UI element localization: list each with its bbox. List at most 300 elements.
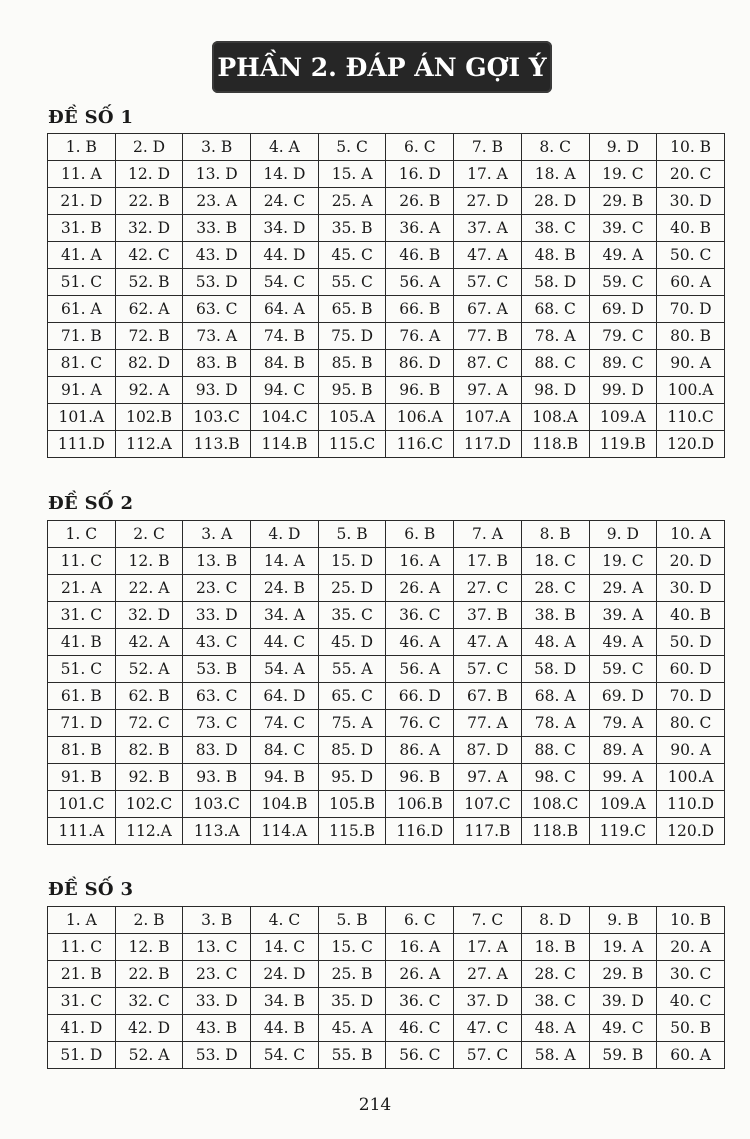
answer-cell: 86. A xyxy=(386,737,454,764)
answer-cell: 60. D xyxy=(657,656,725,683)
answer-cell: 95. B xyxy=(318,377,386,404)
answer-cell: 16. A xyxy=(386,934,454,961)
answer-cell: 14. D xyxy=(251,161,319,188)
answer-cell: 56. A xyxy=(386,269,454,296)
answer-cell: 109.A xyxy=(589,404,657,431)
answer-cell: 40. C xyxy=(657,988,725,1015)
answer-cell: 47. A xyxy=(454,242,522,269)
answer-cell: 23. C xyxy=(183,961,251,988)
answer-cell: 44. D xyxy=(251,242,319,269)
answer-cell: 61. A xyxy=(48,296,116,323)
answer-cell: 9. D xyxy=(589,521,657,548)
answer-cell: 29. B xyxy=(589,188,657,215)
answer-table-de-so-3 xyxy=(47,906,725,1069)
answer-cell: 20. A xyxy=(657,934,725,961)
answer-cell: 97. A xyxy=(454,377,522,404)
answer-cell: 35. B xyxy=(318,215,386,242)
table-row xyxy=(48,575,725,602)
answer-cell: 78. A xyxy=(521,323,589,350)
answer-cell: 36. C xyxy=(386,988,454,1015)
answer-cell: 92. A xyxy=(115,377,183,404)
answer-cell: 115.C xyxy=(318,431,386,458)
answer-cell: 74. B xyxy=(251,323,319,350)
answer-cell: 91. A xyxy=(48,377,116,404)
answer-cell: 112.A xyxy=(115,431,183,458)
answer-cell: 33. D xyxy=(183,988,251,1015)
answer-cell: 72. C xyxy=(115,710,183,737)
answer-cell: 30. D xyxy=(657,188,725,215)
table-row xyxy=(48,521,725,548)
answer-cell: 45. C xyxy=(318,242,386,269)
answer-cell: 37. D xyxy=(454,988,522,1015)
answer-cell: 19. A xyxy=(589,934,657,961)
answer-cell: 7. B xyxy=(454,134,522,161)
answer-cell: 119.C xyxy=(589,818,657,845)
answer-cell: 53. D xyxy=(183,1042,251,1069)
answer-cell: 45. A xyxy=(318,1015,386,1042)
answer-cell: 18. A xyxy=(521,161,589,188)
table-row xyxy=(48,323,725,350)
answer-cell: 10. B xyxy=(657,907,725,934)
answer-cell: 109.A xyxy=(589,791,657,818)
answer-cell: 50. C xyxy=(657,242,725,269)
answer-cell: 5. C xyxy=(318,134,386,161)
answer-cell: 46. C xyxy=(386,1015,454,1042)
answer-cell: 88. C xyxy=(521,737,589,764)
answer-cell: 104.C xyxy=(251,404,319,431)
answer-cell: 44. B xyxy=(251,1015,319,1042)
answer-cell: 57. C xyxy=(454,269,522,296)
answer-cell: 42. C xyxy=(115,242,183,269)
answer-cell: 35. C xyxy=(318,602,386,629)
answer-cell: 41. A xyxy=(48,242,116,269)
table-row xyxy=(48,764,725,791)
answer-cell: 85. D xyxy=(318,737,386,764)
answer-cell: 31. C xyxy=(48,602,116,629)
answer-cell: 57. C xyxy=(454,1042,522,1069)
answer-cell: 25. B xyxy=(318,961,386,988)
answer-cell: 77. B xyxy=(454,323,522,350)
answer-cell: 103.C xyxy=(183,791,251,818)
answer-cell: 38. B xyxy=(521,602,589,629)
answer-cell: 56. C xyxy=(386,1042,454,1069)
answer-cell: 42. A xyxy=(115,629,183,656)
answer-cell: 8. C xyxy=(521,134,589,161)
answer-cell: 118.B xyxy=(521,431,589,458)
answer-cell: 28. D xyxy=(521,188,589,215)
table-row xyxy=(48,269,725,296)
answer-cell: 87. D xyxy=(454,737,522,764)
answer-cell: 78. A xyxy=(521,710,589,737)
answer-cell: 70. D xyxy=(657,296,725,323)
answer-cell: 46. B xyxy=(386,242,454,269)
table-row xyxy=(48,907,725,934)
answer-cell: 23. A xyxy=(183,188,251,215)
answer-cell: 28. C xyxy=(521,575,589,602)
answer-cell: 19. C xyxy=(589,548,657,575)
answer-cell: 22. A xyxy=(115,575,183,602)
answer-cell: 36. A xyxy=(386,215,454,242)
answer-cell: 47. C xyxy=(454,1015,522,1042)
answer-cell: 77. A xyxy=(454,710,522,737)
answer-cell: 49. A xyxy=(589,629,657,656)
answer-cell: 5. B xyxy=(318,907,386,934)
page-title: PHẦN 2. ĐÁP ÁN GỢI Ý xyxy=(212,41,552,93)
answer-cell: 9. B xyxy=(589,907,657,934)
answer-cell: 57. C xyxy=(454,656,522,683)
answer-cell: 94. C xyxy=(251,377,319,404)
answer-cell: 52. A xyxy=(115,656,183,683)
answer-cell: 97. A xyxy=(454,764,522,791)
answer-cell: 2. B xyxy=(115,907,183,934)
answer-cell: 1. A xyxy=(48,907,116,934)
table-row xyxy=(48,1042,725,1069)
answer-cell: 5. B xyxy=(318,521,386,548)
table-row xyxy=(48,988,725,1015)
answer-cell: 93. B xyxy=(183,764,251,791)
answer-cell: 42. D xyxy=(115,1015,183,1042)
answer-cell: 15. D xyxy=(318,548,386,575)
answer-cell: 81. C xyxy=(48,350,116,377)
table-row xyxy=(48,350,725,377)
answer-cell: 9. D xyxy=(589,134,657,161)
answer-cell: 25. D xyxy=(318,575,386,602)
answer-cell: 80. B xyxy=(657,323,725,350)
answer-cell: 47. A xyxy=(454,629,522,656)
answer-cell: 13. C xyxy=(183,934,251,961)
answer-cell: 106.B xyxy=(386,791,454,818)
answer-cell: 29. A xyxy=(589,575,657,602)
answer-cell: 59. B xyxy=(589,1042,657,1069)
answer-cell: 73. C xyxy=(183,710,251,737)
answer-cell: 55. B xyxy=(318,1042,386,1069)
answer-cell: 48. B xyxy=(521,242,589,269)
answer-cell: 54. C xyxy=(251,269,319,296)
table-row xyxy=(48,602,725,629)
answer-cell: 15. A xyxy=(318,161,386,188)
answer-cell: 89. A xyxy=(589,737,657,764)
answer-cell: 37. B xyxy=(454,602,522,629)
answer-cell: 75. D xyxy=(318,323,386,350)
section-title-de-so-3: ĐỀ SỐ 3 xyxy=(48,879,134,900)
answer-cell: 27. C xyxy=(454,575,522,602)
answer-cell: 72. B xyxy=(115,323,183,350)
table-row xyxy=(48,818,725,845)
table-row xyxy=(48,710,725,737)
answer-cell: 111.D xyxy=(48,431,116,458)
answer-cell: 76. C xyxy=(386,710,454,737)
answer-cell: 29. B xyxy=(589,961,657,988)
answer-cell: 110.D xyxy=(657,791,725,818)
answer-cell: 52. B xyxy=(115,269,183,296)
answer-cell: 52. A xyxy=(115,1042,183,1069)
answer-cell: 50. B xyxy=(657,1015,725,1042)
answer-cell: 4. D xyxy=(251,521,319,548)
answer-cell: 66. D xyxy=(386,683,454,710)
answer-cell: 14. C xyxy=(251,934,319,961)
answer-cell: 41. B xyxy=(48,629,116,656)
answer-cell: 16. D xyxy=(386,161,454,188)
answer-cell: 75. A xyxy=(318,710,386,737)
answer-cell: 36. C xyxy=(386,602,454,629)
answer-cell: 33. B xyxy=(183,215,251,242)
answer-cell: 13. B xyxy=(183,548,251,575)
answer-cell: 66. B xyxy=(386,296,454,323)
answer-cell: 43. C xyxy=(183,629,251,656)
answer-cell: 100.A xyxy=(657,377,725,404)
table-row xyxy=(48,656,725,683)
answer-cell: 32. C xyxy=(115,988,183,1015)
table-row xyxy=(48,737,725,764)
answer-cell: 6. C xyxy=(386,134,454,161)
table-row xyxy=(48,683,725,710)
answer-cell: 96. B xyxy=(386,377,454,404)
answer-cell: 4. A xyxy=(251,134,319,161)
answer-cell: 56. A xyxy=(386,656,454,683)
answer-cell: 84. B xyxy=(251,350,319,377)
answer-cell: 110.C xyxy=(657,404,725,431)
answer-cell: 108.C xyxy=(521,791,589,818)
answer-cell: 21. D xyxy=(48,188,116,215)
answer-cell: 54. C xyxy=(251,1042,319,1069)
table-row xyxy=(48,961,725,988)
answer-cell: 8. B xyxy=(521,521,589,548)
answer-cell: 105.B xyxy=(318,791,386,818)
answer-cell: 99. D xyxy=(589,377,657,404)
answer-cell: 55. A xyxy=(318,656,386,683)
answer-cell: 105.A xyxy=(318,404,386,431)
answer-cell: 32. D xyxy=(115,602,183,629)
answer-cell: 39. A xyxy=(589,602,657,629)
answer-cell: 39. C xyxy=(589,215,657,242)
table-row xyxy=(48,404,725,431)
answer-cell: 38. C xyxy=(521,215,589,242)
table-row xyxy=(48,548,725,575)
answer-cell: 60. A xyxy=(657,269,725,296)
answer-cell: 73. A xyxy=(183,323,251,350)
answer-cell: 54. A xyxy=(251,656,319,683)
answer-cell: 90. A xyxy=(657,350,725,377)
answer-cell: 1. B xyxy=(48,134,116,161)
answer-cell: 88. C xyxy=(521,350,589,377)
answer-cell: 83. B xyxy=(183,350,251,377)
answer-cell: 116.D xyxy=(386,818,454,845)
answer-cell: 17. B xyxy=(454,548,522,575)
answer-cell: 53. D xyxy=(183,269,251,296)
answer-cell: 31. B xyxy=(48,215,116,242)
answer-cell: 34. B xyxy=(251,988,319,1015)
answer-cell: 120.D xyxy=(657,431,725,458)
answer-cell: 79. A xyxy=(589,710,657,737)
answer-cell: 94. B xyxy=(251,764,319,791)
answer-cell: 99. A xyxy=(589,764,657,791)
answer-cell: 100.A xyxy=(657,764,725,791)
answer-cell: 40. B xyxy=(657,215,725,242)
answer-cell: 82. B xyxy=(115,737,183,764)
answer-cell: 76. A xyxy=(386,323,454,350)
answer-cell: 64. A xyxy=(251,296,319,323)
table-row xyxy=(48,1015,725,1042)
answer-cell: 7. C xyxy=(454,907,522,934)
answer-cell: 10. B xyxy=(657,134,725,161)
answer-cell: 38. C xyxy=(521,988,589,1015)
answer-cell: 90. A xyxy=(657,737,725,764)
answer-cell: 3. A xyxy=(183,521,251,548)
answer-cell: 70. D xyxy=(657,683,725,710)
answer-cell: 3. B xyxy=(183,907,251,934)
answer-cell: 4. C xyxy=(251,907,319,934)
answer-cell: 18. C xyxy=(521,548,589,575)
answer-cell: 18. B xyxy=(521,934,589,961)
answer-cell: 49. C xyxy=(589,1015,657,1042)
table-row xyxy=(48,431,725,458)
answer-cell: 12. B xyxy=(115,548,183,575)
answer-cell: 67. B xyxy=(454,683,522,710)
table-row xyxy=(48,296,725,323)
answer-cell: 101.A xyxy=(48,404,116,431)
answer-cell: 14. A xyxy=(251,548,319,575)
answer-cell: 116.C xyxy=(386,431,454,458)
answer-cell: 22. B xyxy=(115,188,183,215)
answer-cell: 65. B xyxy=(318,296,386,323)
answer-cell: 114.B xyxy=(251,431,319,458)
answer-cell: 34. A xyxy=(251,602,319,629)
answer-cell: 102.C xyxy=(115,791,183,818)
answer-cell: 26. A xyxy=(386,575,454,602)
answer-cell: 98. D xyxy=(521,377,589,404)
answer-cell: 48. A xyxy=(521,629,589,656)
answer-cell: 51. D xyxy=(48,1042,116,1069)
answer-cell: 63. C xyxy=(183,296,251,323)
answer-cell: 10. A xyxy=(657,521,725,548)
answer-cell: 12. D xyxy=(115,161,183,188)
answer-cell: 24. C xyxy=(251,188,319,215)
answer-cell: 92. B xyxy=(115,764,183,791)
answer-cell: 71. B xyxy=(48,323,116,350)
table-row xyxy=(48,791,725,818)
answer-cell: 1. C xyxy=(48,521,116,548)
answer-cell: 84. C xyxy=(251,737,319,764)
answer-cell: 28. C xyxy=(521,961,589,988)
answer-cell: 119.B xyxy=(589,431,657,458)
answer-cell: 93. D xyxy=(183,377,251,404)
answer-cell: 6. B xyxy=(386,521,454,548)
answer-cell: 11. A xyxy=(48,161,116,188)
answer-cell: 107.C xyxy=(454,791,522,818)
answer-cell: 63. C xyxy=(183,683,251,710)
answer-cell: 6. C xyxy=(386,907,454,934)
answer-cell: 114.A xyxy=(251,818,319,845)
answer-cell: 96. B xyxy=(386,764,454,791)
answer-cell: 115.B xyxy=(318,818,386,845)
answer-cell: 65. C xyxy=(318,683,386,710)
section-title-de-so-1: ĐỀ SỐ 1 xyxy=(48,107,134,128)
answer-cell: 79. C xyxy=(589,323,657,350)
answer-cell: 39. D xyxy=(589,988,657,1015)
answer-cell: 49. A xyxy=(589,242,657,269)
answer-cell: 15. C xyxy=(318,934,386,961)
table-row xyxy=(48,161,725,188)
answer-cell: 58. D xyxy=(521,269,589,296)
answer-cell: 11. C xyxy=(48,548,116,575)
answer-cell: 102.B xyxy=(115,404,183,431)
answer-cell: 17. A xyxy=(454,161,522,188)
answer-table-de-so-2 xyxy=(47,520,725,845)
answer-cell: 30. C xyxy=(657,961,725,988)
answer-cell: 32. D xyxy=(115,215,183,242)
answer-cell: 23. C xyxy=(183,575,251,602)
answer-cell: 83. D xyxy=(183,737,251,764)
answer-cell: 17. A xyxy=(454,934,522,961)
table-row xyxy=(48,934,725,961)
answer-cell: 2. C xyxy=(115,521,183,548)
table-row xyxy=(48,629,725,656)
answer-cell: 87. C xyxy=(454,350,522,377)
answer-cell: 89. C xyxy=(589,350,657,377)
answer-cell: 117.B xyxy=(454,818,522,845)
answer-cell: 27. D xyxy=(454,188,522,215)
answer-cell: 60. A xyxy=(657,1042,725,1069)
answer-cell: 107.A xyxy=(454,404,522,431)
answer-cell: 16. A xyxy=(386,548,454,575)
answer-cell: 103.C xyxy=(183,404,251,431)
answer-cell: 112.A xyxy=(115,818,183,845)
answer-cell: 12. B xyxy=(115,934,183,961)
answer-cell: 21. B xyxy=(48,961,116,988)
answer-cell: 117.D xyxy=(454,431,522,458)
answer-cell: 7. A xyxy=(454,521,522,548)
answer-cell: 53. B xyxy=(183,656,251,683)
answer-cell: 69. D xyxy=(589,683,657,710)
answer-cell: 95. D xyxy=(318,764,386,791)
answer-cell: 45. D xyxy=(318,629,386,656)
answer-cell: 26. B xyxy=(386,188,454,215)
answer-table-de-so-1 xyxy=(47,133,725,458)
answer-cell: 20. D xyxy=(657,548,725,575)
answer-cell: 85. B xyxy=(318,350,386,377)
answer-cell: 61. B xyxy=(48,683,116,710)
answer-cell: 24. D xyxy=(251,961,319,988)
answer-cell: 48. A xyxy=(521,1015,589,1042)
answer-cell: 58. D xyxy=(521,656,589,683)
answer-cell: 69. D xyxy=(589,296,657,323)
answer-cell: 21. A xyxy=(48,575,116,602)
answer-cell: 8. D xyxy=(521,907,589,934)
answer-cell: 74. C xyxy=(251,710,319,737)
table-row xyxy=(48,377,725,404)
answer-cell: 120.D xyxy=(657,818,725,845)
answer-cell: 104.B xyxy=(251,791,319,818)
answer-cell: 113.B xyxy=(183,431,251,458)
answer-cell: 58. A xyxy=(521,1042,589,1069)
answer-cell: 35. D xyxy=(318,988,386,1015)
answer-cell: 101.C xyxy=(48,791,116,818)
answer-cell: 106.A xyxy=(386,404,454,431)
answer-cell: 62. A xyxy=(115,296,183,323)
answer-cell: 20. C xyxy=(657,161,725,188)
answer-cell: 25. A xyxy=(318,188,386,215)
answer-cell: 30. D xyxy=(657,575,725,602)
answer-cell: 51. C xyxy=(48,656,116,683)
answer-cell: 50. D xyxy=(657,629,725,656)
answer-cell: 19. C xyxy=(589,161,657,188)
answer-cell: 33. D xyxy=(183,602,251,629)
answer-cell: 46. A xyxy=(386,629,454,656)
answer-cell: 98. C xyxy=(521,764,589,791)
answer-cell: 59. C xyxy=(589,269,657,296)
answer-cell: 26. A xyxy=(386,961,454,988)
answer-cell: 37. A xyxy=(454,215,522,242)
